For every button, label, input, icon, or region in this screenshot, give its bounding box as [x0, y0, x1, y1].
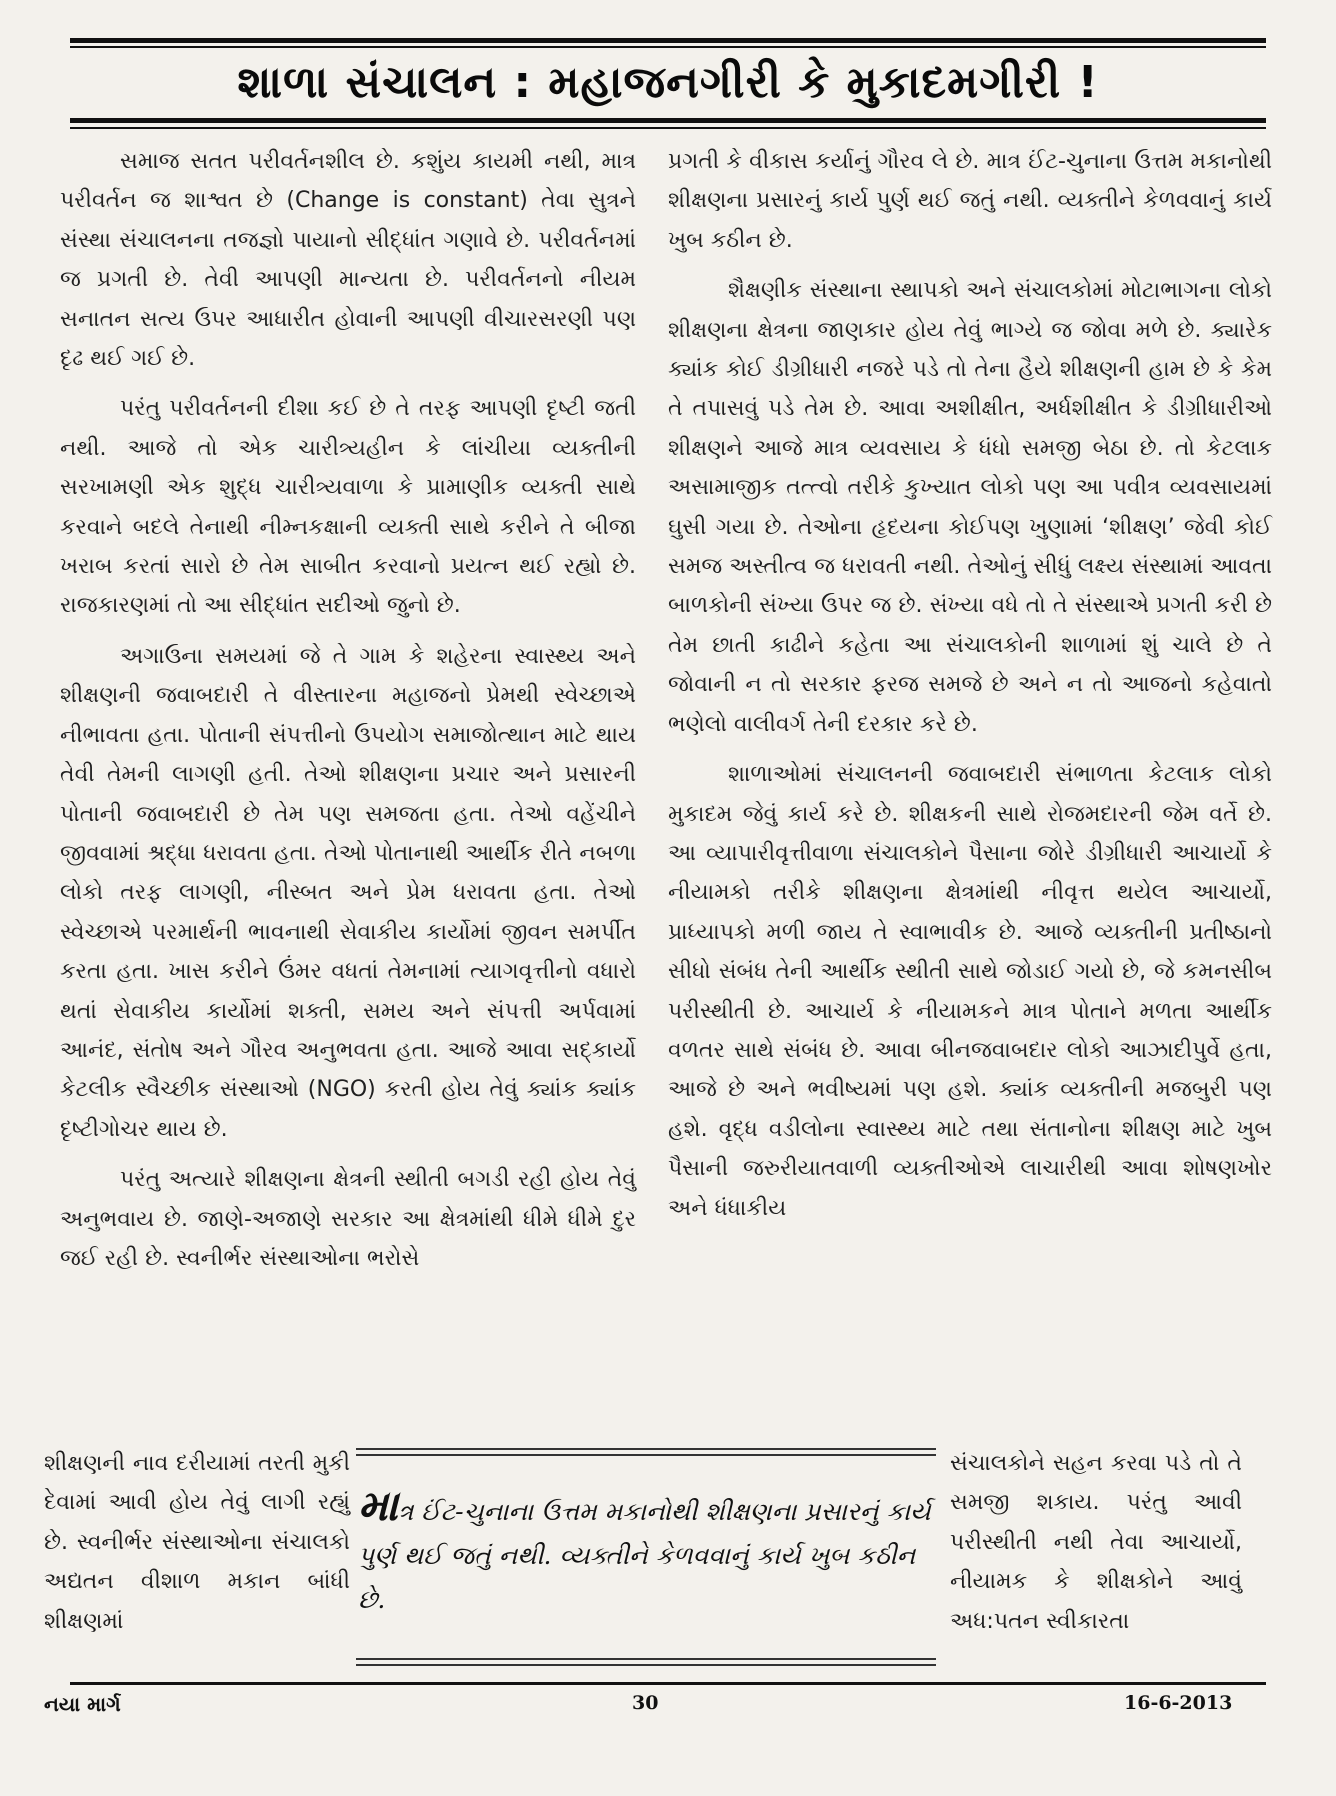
- page-number: 30: [632, 1692, 659, 1714]
- pull-quote-rule-bottom-2: [356, 1664, 936, 1666]
- left-column: [60, 142, 636, 1289]
- left-bottom-text: [44, 1444, 350, 1641]
- pull-quote-text: [358, 1481, 934, 1622]
- paragraph: સંચાલકોને સહન કરવા પડે તો તે સમજી શકાય. પરંતુ આવી પરીસ્થીતી નથી તેવા આચાર્યો, નીયામક કે શીક્ષકોને આવું અધ:પતન સ્વીકારતા: [950, 1451, 1242, 1634]
- paragraph: પ્રગતી કે વીકાસ કર્યાનું ગૌરવ લે છે. માત્ર ઈંટ-ચુનાના ઉત્તમ મકાનોથી શીક્ષણના પ્રસારનું કાર્ય પુર્ણ થઈ જતું નથી. વ્યક્તીને કેળવવાનું કાર્ય ખુબ કઠીન છે.: [668, 149, 1272, 253]
- paragraph: પરંતુ પરીવર્તનની દીશા કઈ છે તે તરફ આપણી દૃષ્ટી જતી નથી. આજે તો એક ચારીત્ર્યહીન કે લાંચીયા વ્યક્તીની સરખામણી એક શુદ્ધ ચારીત્ર્યવાળા કે પ્રામાણીક વ્યક્તી સાથે કરવાને બદલે તેનાથી નીમ્નકક્ષાની વ્યક્તી સાથે કરીને તે બીજા ખરાબ કરતાં સારો છે તેમ સાબીત કરવાનો પ્રયત્ન થઈ રહ્યો છે. રાજકારણમાં તો આ સીદ્ધાંત સદીઓ જુનો છે.: [60, 396, 636, 619]
- pull-quote: [356, 1446, 936, 1668]
- right-column: [668, 142, 1272, 1239]
- paragraph: સમાજ સતત પરીવર્તનશીલ છે. કશુંય કાયમી નથી, માત્ર પરીવર્તન જ શાશ્વત છે (Change is constant) તેવા સુત્રને સંસ્થા સંચાલનના તજજ્ઞો પાયાનો સીદ્ધાંત ગણાવે છે. પરીવર્તનમાં જ પ્રગતી છે. તેવી આપણી માન્યતા છે. પરીવર્તનનો નીયમ સનાતન સત્ય ઉપર આધારીત હોવાની આપણી વીચારસરણી પણ દૃઢ થઈ ગઈ છે.: [60, 149, 636, 372]
- article-title: શાળા સંચાલન : મહાજનગીરી કે મુકાદમગીરી !: [237, 57, 1099, 108]
- publication-name: નયા માર્ગ: [44, 1692, 121, 1716]
- pull-quote-rule-bottom: [356, 1658, 936, 1660]
- paragraph: શૈક્ષણીક સંસ્થાના સ્થાપકો અને સંચાલકોમાં મોટાભાગના લોકો શીક્ષણના ક્ષેત્રના જાણકાર હોય તેવું ભાગ્યે જ જોવા મળે છે. ક્યારેક ક્યાંક કોઈ ડીગ્રીધારી નજરે પડે તો તેના હૈયે શીક્ષણની હામ છે કે કેમ તે તપાસવું પડે તેમ છે. આવા અશીક્ષીત, અર્ધશીક્ષીત કે ડીગ્રીધારીઓ શીક્ષણને આજે માત્ર વ્યવસાય કે ધંધો સમજી બેઠા છે. તો કેટલાક અસામાજીક તત્ત્વો તરીકે કુખ્યાત લોકો પણ આ પવીત્ર વ્યવસાયમાં ઘુસી ગયા છે. તેઓના હૃદયના કોઈપણ ખુણામાં ‘શીક્ષણ’ જેવી કોઈ સમજ અસ્તીત્વ જ ધરાવતી નથી. તેઓનું સીધું લક્ષ્ય સંસ્થામાં આવતા બાળકોની સંખ્યા ઉપર જ છે. સંખ્યા વધે તો તે સંસ્થાએ પ્રગતી કરી છે તેમ છાતી કાઢીને કહેતા આ સંચાલકોની શાળામાં શું ચાલે છે તે જોવાની ન તો સરકાર ફરજ સમજે છે અને ન તો આજનો કહેવાતો ભણેલો વાલીવર્ગ તેની દરકાર કરે છે.: [668, 278, 1272, 737]
- pull-quote-rule-top-2: [356, 1454, 936, 1456]
- paragraph: અગાઉના સમયમાં જે તે ગામ કે શહેરના સ્વાસ્થ્ય અને શીક્ષણની જવાબદારી તે વીસ્તારના મહાજનો પ્રેમથી સ્વેચ્છાએ નીભાવતા હતા. પોતાની સંપત્તીનો ઉપયોગ સમાજોત્થાન માટે થાય તેવી તેમની લાગણી હતી. તેઓ શીક્ષણના પ્રચાર અને પ્રસારની પોતાની જવાબદારી છે તેમ પણ સમજતા હતા. તેઓ વહેંચીને જીવવામાં શ્રદ્ધા ધરાવતા હતા. તેઓ પોતાનાથી આર્થીક રીતે નબળા લોકો તરફ લાગણી, નીસ્બત અને પ્રેમ ધરાવતા હતા. તેઓ સ્વેચ્છાએ પરમાર્થની ભાવનાથી સેવાકીય કાર્યોમાં જીવન સમર્પીત કરતા હતા. ખાસ કરીને ઉંમર વધતાં તેમનામાં ત્યાગવૃત્તીનો વધારો થતાં સેવાકીય કાર્યોમાં શક્તી, સમય અને સંપત્તી અર્પવામાં આનંદ, સંતોષ અને ગૌરવ અનુભવતા હતા. આજે આવા સદ્કાર્યો કેટલીક સ્વૈચ્છીક સંસ્થાઓ (NGO) કરતી હોય તેવું ક્યાંક ક્યાંક દૃષ્ટીગોચર થાય છે.: [60, 643, 636, 1142]
- paragraph: શાળાઓમાં સંચાલનની જવાબદારી સંભાળતા કેટલાક લોકો મુકાદમ જેવું કાર્ય કરે છે. શીક્ષકની સાથે રોજમદારની જેમ વર્તે છે. આ વ્યાપારીવૃત્તીવાળા સંચાલકોને પૈસાના જોરે ડીગ્રીધારી આચાર્યો કે નીયામકો તરીકે શીક્ષણના ક્ષેત્રમાંથી નીવૃત્ત થયેલ આચાર્યો, પ્રાધ્યાપકો મળી જાય તે સ્વાભાવીક છે. આજે વ્યક્તીની પ્રતીષ્ઠાનો સીધો સંબંધ તેની આર્થીક સ્થીતી સાથે જોડાઈ ગયો છે, જે કમનસીબ પરીસ્થીતી છે. આચાર્ય કે નીયામકને માત્ર પોતાને મળતા આર્થીક વળતર સાથે સંબંધ છે. આવા બીનજવાબદાર લોકો આઝાદીપુર્વે હતા, આજે છે અને ભવીષ્યમાં પણ હશે. ક્યાંક વ્યક્તીની મજબુરી પણ હશે. વૃદ્ધ વડીલોના સ્વાસ્થ્ય માટે તથા સંતાનોના શીક્ષણ માટે ખુબ પૈસાની જરુરીયાતવાળી વ્યક્તીઓએ લાચારીથી આવા શોષણખોર અને ધંધાકીય: [668, 762, 1272, 1221]
- pull-quote-rule-top: [356, 1448, 936, 1450]
- paragraph: શીક્ષણની નાવ દરીયામાં તરતી મુકી દેવામાં આવી હોય તેવું લાગી રહ્યું છે. સ્વનીર્ભર સંસ્થાઓના સંચાલકો અદ્યતન વીશાળ મકાન બાંધી શીક્ષણમાં: [44, 1451, 350, 1634]
- issue-date: 16-6-2013: [1124, 1692, 1233, 1714]
- right-bottom-text: [950, 1444, 1242, 1641]
- title-rule-thin: [70, 127, 1266, 129]
- pull-quote-body: ત્ર ઈંટ-ચુનાના ઉત્તમ મકાનોથી શીક્ષણના પ્રસારનું કાર્ય પુર્ણ થઈ જતું નથી. વ્યક્તીને કેળવવાનું કાર્ય ખુબ કઠીન છે.: [358, 1497, 931, 1614]
- footer-rule: [70, 1682, 1266, 1685]
- top-rule-thick: [70, 38, 1266, 43]
- title-rule-thick: [70, 118, 1266, 123]
- paragraph: પરંતુ અત્યારે શીક્ષણના ક્ષેત્રની સ્થીતી બગડી રહી હોય તેવું અનુભવાય છે. જાણે-અજાણે સરકાર આ ક્ષેત્રમાંથી ધીમે ધીમે દુર જઈ રહી છે. સ્વનીર્ભર સંસ્થાઓના ભરોસે: [60, 1167, 636, 1271]
- pull-quote-drop-letter: મા: [358, 1481, 398, 1530]
